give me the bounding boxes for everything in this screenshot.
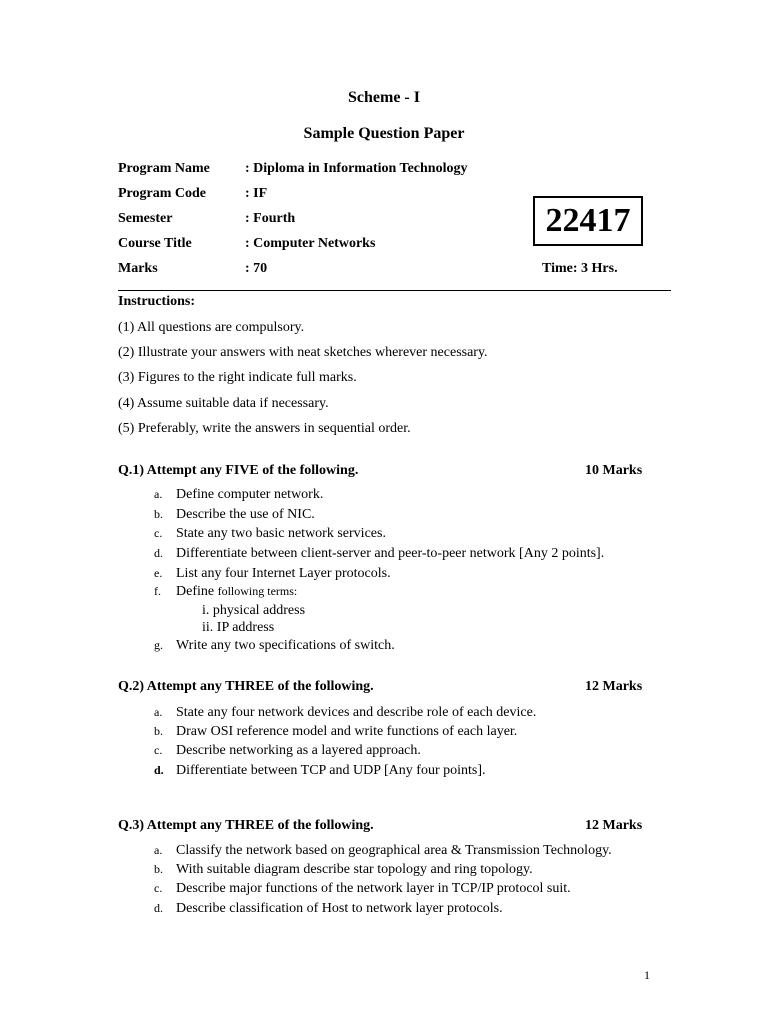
q2-marks: 12 Marks xyxy=(585,679,643,694)
question-item: d. Describe classification of Host to network layer protocols. xyxy=(154,901,503,916)
question-item: b. With suitable diagram describe star topology and ring topology. xyxy=(154,862,533,877)
question-item: c. Describe major functions of the network layer in TCP/IP protocol suit. xyxy=(154,881,571,896)
course-code-box xyxy=(533,196,643,246)
instruction-item: (2) Illustrate your answers with neat sketches wherever necessary. xyxy=(118,345,488,360)
semester-value: : Fourth xyxy=(245,211,296,226)
instruction-item: (5) Preferably, write the answers in sequential order. xyxy=(118,421,411,436)
program-code-value: : IF xyxy=(245,186,268,201)
page-number: 1 xyxy=(644,968,650,982)
paper-title: Sample Question Paper xyxy=(303,125,465,142)
course-title-label: Course Title xyxy=(118,236,192,251)
question-item: g. Write any two specifications of switch. xyxy=(154,638,395,653)
header-divider xyxy=(118,290,671,291)
course-code: 22417 xyxy=(545,202,631,239)
question-item: a. State any four network devices and describe role of each device. xyxy=(154,705,537,720)
marks-label: Marks xyxy=(118,261,158,276)
question-item: d. Differentiate between TCP and UDP [Any four points]. xyxy=(154,763,486,778)
course-title-value: : Computer Networks xyxy=(245,236,376,251)
question-item: a. Classify the network based on geographical area & Transmission Technology. xyxy=(154,843,612,858)
program-code-label: Program Code xyxy=(118,186,206,201)
question-item: d. Differentiate between client-server and peer-to-peer network [Any 2 points]. xyxy=(154,546,605,561)
q2-heading: Q.2) Attempt any THREE of the following. xyxy=(118,679,374,694)
q1-marks: 10 Marks xyxy=(585,463,643,478)
question-item: a. Define computer network. xyxy=(154,487,324,502)
program-name-label: Program Name xyxy=(118,161,210,176)
q1-heading: Q.1) Attempt any FIVE of the following. xyxy=(118,463,359,478)
question-item: b. Describe the use of NIC. xyxy=(154,507,315,522)
question-subitem: ii. IP address xyxy=(202,620,275,635)
instruction-item: (4) Assume suitable data if necessary. xyxy=(118,396,329,411)
question-item: c. State any two basic network services. xyxy=(154,526,386,541)
question-subitem: i. physical address xyxy=(202,603,306,618)
question-item: f. Define following terms: xyxy=(154,584,298,599)
semester-label: Semester xyxy=(118,211,173,226)
instruction-item: (3) Figures to the right indicate full marks. xyxy=(118,370,357,385)
marks-value: : 70 xyxy=(245,261,268,276)
question-item: c. Describe networking as a layered approach. xyxy=(154,743,421,758)
question-item: b. Draw OSI reference model and write functions of each layer. xyxy=(154,724,518,739)
q3-heading: Q.3) Attempt any THREE of the following. xyxy=(118,818,374,833)
time-allowed: Time: 3 Hrs. xyxy=(542,261,618,276)
instruction-item: (1) All questions are compulsory. xyxy=(118,320,305,335)
q3-marks: 12 Marks xyxy=(585,818,643,833)
scheme-heading: Scheme - I xyxy=(348,89,420,106)
question-item: e. List any four Internet Layer protocols. xyxy=(154,566,391,581)
instructions-heading: Instructions: xyxy=(118,294,196,309)
program-name-value: : Diploma in Information Technology xyxy=(245,161,468,176)
